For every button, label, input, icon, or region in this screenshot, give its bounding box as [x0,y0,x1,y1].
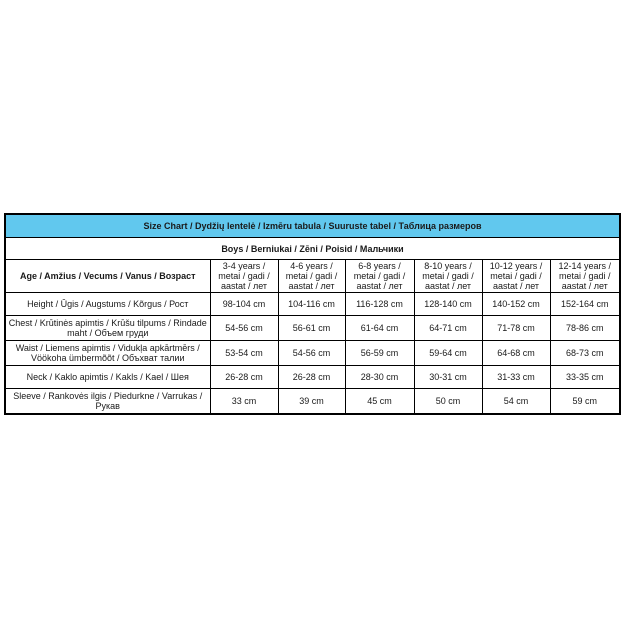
group-row [5,238,620,260]
age-line: aastat / лет [356,281,403,291]
row-label-line: Рукав [95,401,120,411]
age-column-header [550,260,620,293]
table-row-chest [5,316,620,341]
table-cell: 61-64 cm [345,316,414,341]
age-line: 10-12 years / [489,261,543,271]
table-cell: 140-152 cm [482,293,550,316]
age-column-header [414,260,482,293]
table-cell: 98-104 cm [210,293,278,316]
age-line: 12-14 years / [558,261,612,271]
table-cell: 54-56 cm [210,316,278,341]
table-cell: 64-68 cm [482,341,550,366]
age-line: aastat / лет [424,281,472,291]
table-cell: 78-86 cm [550,316,620,341]
row-label-line: Waist / Liemens apimtis / Vidukļa apkārtmērs / [15,343,200,353]
table-cell: 33-35 cm [550,366,620,389]
table-cell: 50 cm [414,389,482,415]
table-row-waist [5,341,620,366]
table-cell: 152-164 cm [550,293,620,316]
age-line: aastat / лет [492,281,540,291]
table-cell: 30-31 cm [414,366,482,389]
table-cell: 104-116 cm [278,293,345,316]
table-cell: 53-54 cm [210,341,278,366]
table-cell: 64-71 cm [414,316,482,341]
table-row-height [5,293,620,316]
age-line: aastat / лет [288,281,335,291]
table-cell: 68-73 cm [550,341,620,366]
table-cell: 33 cm [210,389,278,415]
age-column-header [210,260,278,293]
size-chart [4,213,619,415]
table-cell: 59-64 cm [414,341,482,366]
table-cell: 39 cm [278,389,345,415]
row-label [5,389,210,415]
title-row [5,214,620,238]
age-row [5,260,620,293]
row-label-line: Neck / Kaklo apimtis / Kakls / Kael / Шея [26,372,189,382]
row-label-line: Vöökoha ümbermõõt / Объхват талии [31,353,185,363]
table-cell: 59 cm [550,389,620,415]
age-line: metai / gadi / [422,271,474,281]
age-line: 3-4 years / [222,261,266,271]
chart-title: Size Chart / Dydžių lentelė / Izmēru tabula / Suuruste tabel / Таблица размеров [5,214,620,238]
age-line: aastat / лет [220,281,268,291]
table-cell: 28-30 cm [345,366,414,389]
row-label [5,366,210,389]
row-label-line: maht / Объем груди [67,328,149,338]
row-label [5,341,210,366]
table-cell: 54 cm [482,389,550,415]
table-cell: 54-56 cm [278,341,345,366]
age-column-header [278,260,345,293]
age-column-header [345,260,414,293]
age-line: 8-10 years / [424,261,472,271]
age-line: 4-6 years / [290,261,333,271]
table-row-sleeve [5,389,620,415]
age-column-header [482,260,550,293]
table-cell: 26-28 cm [210,366,278,389]
group-title: Boys / Berniukai / Zēni / Poisid / Мальчики [5,238,620,260]
row-label [5,293,210,316]
age-header: Age / Amžius / Vecums / Vanus / Возраст [5,260,210,293]
table-cell: 56-59 cm [345,341,414,366]
age-line: metai / gadi / [559,271,611,281]
table-cell: 31-33 cm [482,366,550,389]
row-label-line: Height / Ūgis / Augstums / Kõrgus / Рост [27,299,189,309]
row-label-line: Sleeve / Rankovės ilgis / Piedurkne / Varrukas / [13,391,203,401]
age-line: 6-8 years / [358,261,401,271]
age-line: metai / gadi / [218,271,270,281]
table-cell: 56-61 cm [278,316,345,341]
table-cell: 45 cm [345,389,414,415]
table-cell: 71-78 cm [482,316,550,341]
row-label [5,316,210,341]
age-line: metai / gadi / [285,271,338,281]
size-chart-table [4,213,621,415]
row-label-line: Chest / Krūtinės apimtis / Krūšu tilpums / Rindade [8,318,207,328]
table-row-neck [5,366,620,389]
table-cell: 116-128 cm [345,293,414,316]
age-line: metai / gadi / [353,271,406,281]
table-cell: 128-140 cm [414,293,482,316]
age-line: metai / gadi / [490,271,542,281]
table-cell: 26-28 cm [278,366,345,389]
age-line: aastat / лет [561,281,608,291]
